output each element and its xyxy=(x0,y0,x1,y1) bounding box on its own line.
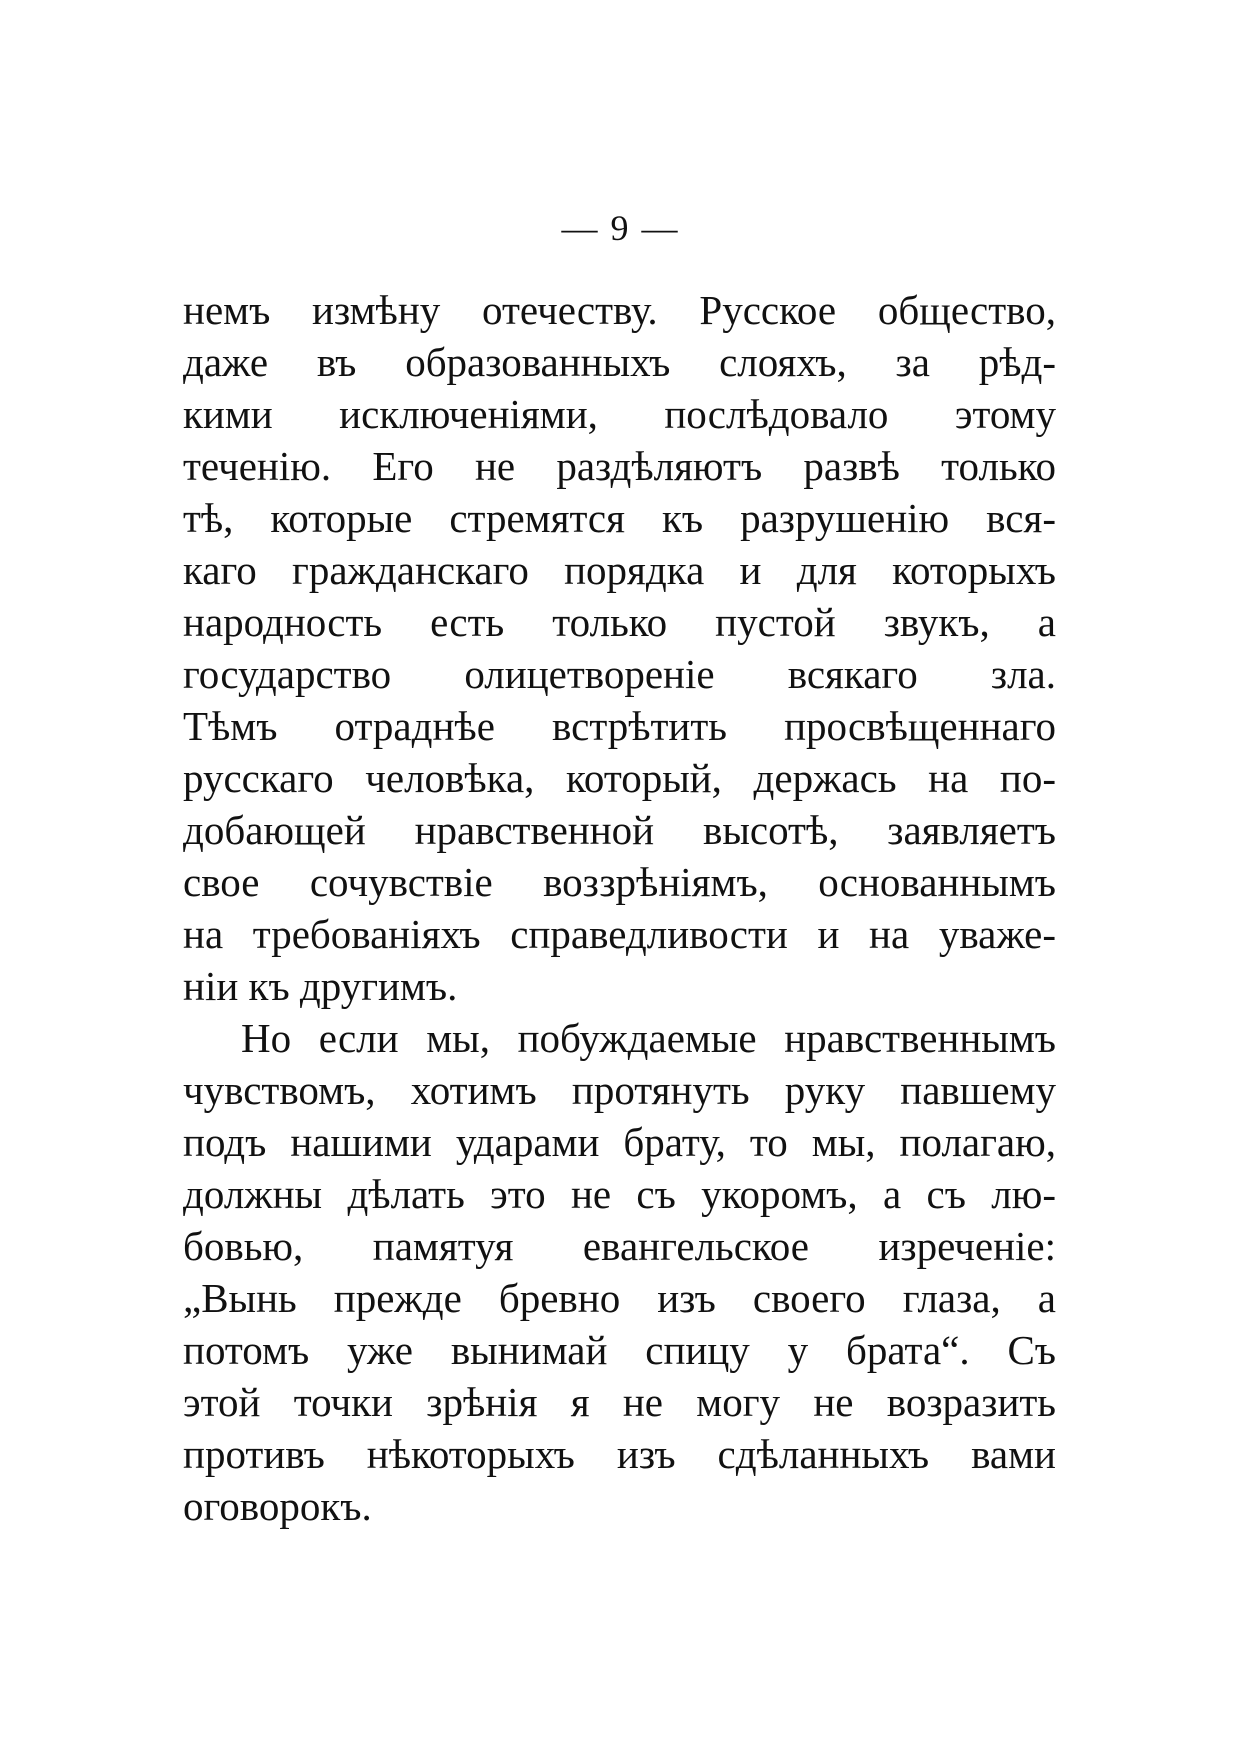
text-line: должны дѣлать это не съ укоромъ, а съ лю- xyxy=(183,1171,1056,1217)
text-line: бовью, памятуя евангельское изреченіе: xyxy=(183,1223,1056,1269)
text-line: добающей нравственной высотѣ, заявляетъ xyxy=(183,807,1056,853)
text-line: этой точки зрѣнія я не могу не возразить xyxy=(183,1379,1056,1425)
text-line: даже въ образованныхъ слояхъ, за рѣд- xyxy=(183,339,1056,385)
text-line: потомъ уже вынимай спицу у брата“. Съ xyxy=(183,1327,1056,1373)
body-text xyxy=(183,284,1056,1532)
page-number: — 9 — xyxy=(561,208,680,248)
text-line: подъ нашими ударами брату, то мы, полагаю, xyxy=(183,1119,1056,1165)
text-line: Тѣмъ отраднѣе встрѣтить просвѣщеннаго xyxy=(183,703,1056,749)
text-line: русскаго человѣка, который, держась на по- xyxy=(183,755,1056,801)
text-line: чувствомъ, хотимъ протянуть руку павшему xyxy=(183,1067,1056,1113)
text-line: свое сочувствіе воззрѣніямъ, основаннымъ xyxy=(183,859,1056,905)
text-line: „Вынь прежде бревно изъ своего глаза, а xyxy=(183,1275,1056,1321)
text-line: каго гражданскаго порядка и для которыхъ xyxy=(183,547,1056,593)
text-line: кими исключеніями, послѣдовало этому xyxy=(183,391,1056,437)
text-line: оговорокъ. xyxy=(183,1483,372,1529)
text-line: народность есть только пустой звукъ, а xyxy=(183,599,1056,645)
text-line: государство олицетвореніе всякаго зла. xyxy=(183,651,1056,697)
text-line: противъ нѣкоторыхъ изъ сдѣланныхъ вами xyxy=(183,1431,1056,1477)
text-line: тѣ, которые стремятся къ разрушенію вся- xyxy=(183,495,1056,541)
text-line: на требованіяхъ справедливости и на уваже- xyxy=(183,911,1056,957)
text-line: немъ измѣну отечеству. Русское общество, xyxy=(183,287,1056,333)
text-line: ніи къ другимъ. xyxy=(183,963,458,1009)
text-line: Но если мы, побуждаемые нравственнымъ xyxy=(241,1015,1056,1061)
text-line: теченію. Его не раздѣляютъ развѣ только xyxy=(183,443,1056,489)
